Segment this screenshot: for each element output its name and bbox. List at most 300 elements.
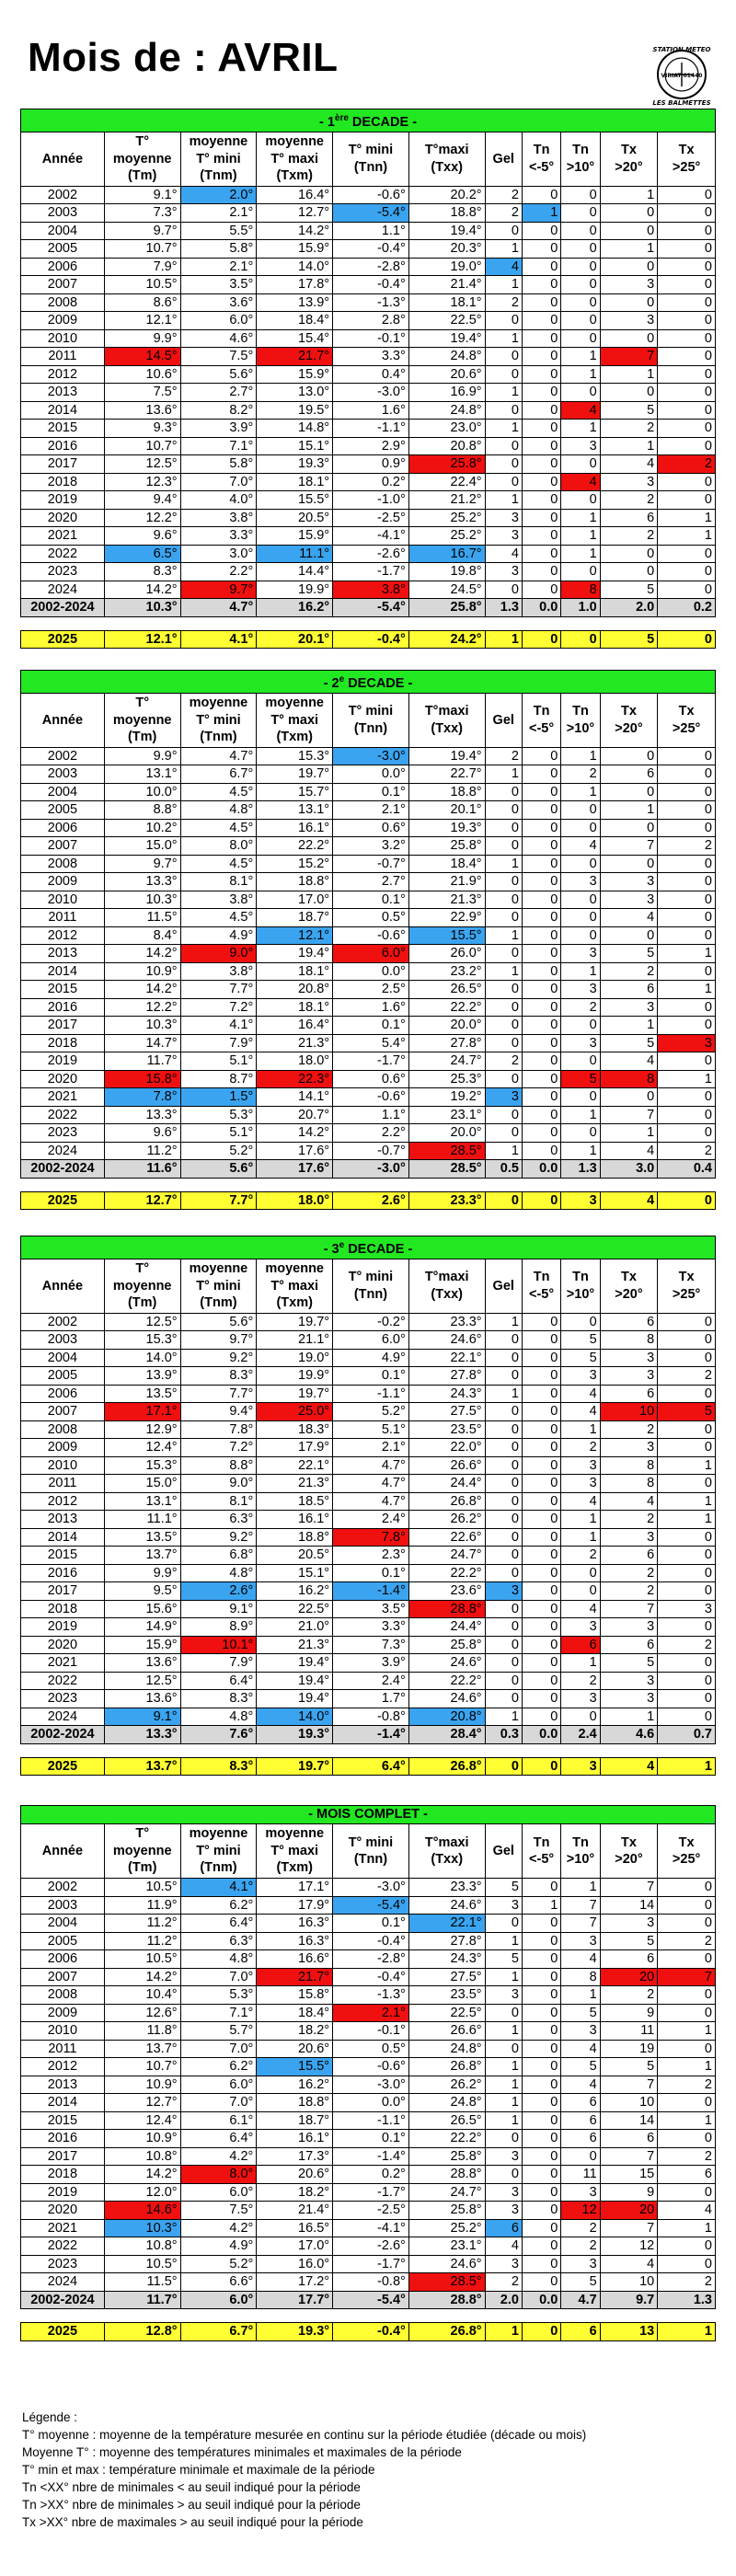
cell-tn10: 0 — [561, 1313, 600, 1331]
cell-tnn: -2.8° — [333, 258, 409, 276]
cell-tn5: 0 — [522, 1932, 560, 1950]
cell-tn5: 0 — [522, 1582, 560, 1601]
cell-tx25: 0 — [658, 276, 716, 294]
cell-txx: 23.3° — [408, 1313, 485, 1331]
cell-tm: 9.7° — [104, 855, 180, 873]
cell-gel: 0 — [485, 1564, 522, 1582]
cell-gel: 0 — [485, 1528, 522, 1547]
table-row — [21, 801, 716, 820]
cell-tnm: 3.8° — [180, 962, 257, 981]
cell-tn10: 5 — [561, 2004, 600, 2022]
cell-tx20: 0 — [600, 222, 658, 240]
cell-gel: 0 — [485, 1349, 522, 1367]
cell-tx20: 3 — [600, 473, 658, 491]
cell-tn10: 3 — [561, 1618, 600, 1637]
col-header-tnm: moyenne T° mini (Tnm) — [180, 1259, 257, 1313]
cell-txx: 24.8° — [408, 348, 485, 366]
cell-txx: 22.2° — [408, 998, 485, 1017]
cell-txx: 16.9° — [408, 384, 485, 402]
cell-tx25: 1 — [658, 1492, 716, 1511]
cell-tn5: 0 — [522, 420, 560, 438]
cell-tnn: 3.3° — [333, 348, 409, 366]
cell-txm: 16.3° — [257, 1915, 333, 1933]
cell-txm: 16.1° — [257, 2130, 333, 2148]
table-row — [21, 1017, 716, 1035]
table-row — [21, 437, 716, 455]
avg-tnn: -3.0° — [333, 1160, 409, 1179]
cell-tm: 10.6° — [104, 365, 180, 384]
cell-tm: 11.1° — [104, 1511, 180, 1529]
cell-gel: 0 — [485, 1915, 522, 1933]
cell-tm: 12.5° — [104, 1313, 180, 1331]
cell-txm: 13.9° — [257, 293, 333, 312]
cell-txm: 16.5° — [257, 2219, 333, 2237]
svg-text:LES BALMETTES: LES BALMETTES — [652, 99, 711, 107]
cell-tm: 12.0° — [104, 2183, 180, 2202]
cell-tn5: 0 — [522, 2166, 560, 2184]
cell-tnm: 3.8° — [180, 509, 257, 527]
cell-tn10: 3 — [561, 2183, 600, 2202]
cell-tx20: 3 — [600, 1690, 658, 1708]
cell-txx: 24.8° — [408, 2040, 485, 2058]
cell-tn5: 0 — [522, 1636, 560, 1654]
cell-tm: 10.7° — [104, 2058, 180, 2076]
cell-tnm: 6.6° — [180, 2273, 257, 2292]
cell-tn5: 0 — [522, 1403, 560, 1421]
cell-tx20: 0 — [600, 563, 658, 581]
cell-tx25: 0 — [658, 2183, 716, 2202]
cell-tm: 12.7° — [104, 2094, 180, 2112]
row-year: 2012 — [21, 926, 105, 945]
row-year: 2006 — [21, 1385, 105, 1403]
cell-tx25: 0 — [658, 2255, 716, 2273]
cell-tx20: 5 — [600, 1654, 658, 1673]
row-year: 2002 — [21, 186, 105, 204]
cell-txm: 18.5° — [257, 1492, 333, 1511]
cell-txx: 27.8° — [408, 1367, 485, 1386]
row-year: 2023 — [21, 1124, 105, 1143]
cell-tx25: 2 — [658, 2147, 716, 2166]
row-year: 2024 — [21, 2273, 105, 2292]
cell-tx20: 3 — [600, 1439, 658, 1457]
avg-tn5: 0.0 — [522, 2291, 560, 2309]
section-2 — [20, 670, 716, 1210]
cell-tn10: 7 — [561, 1915, 600, 1933]
cell-tm: 12.1° — [104, 312, 180, 330]
col-header-tnm: moyenne T° mini (Tnm) — [180, 132, 257, 186]
cell-tnm: 4.5° — [180, 855, 257, 873]
table-row — [21, 1349, 716, 1367]
cell-tn5: 0 — [522, 581, 560, 599]
cell-tnm: 8.1° — [180, 1492, 257, 1511]
cell-txm: 19.4° — [257, 1672, 333, 1690]
cell-tn5: 0 — [522, 747, 560, 765]
cur-tnn: 2.6° — [333, 1191, 409, 1210]
cell-tnn: 0.0° — [333, 962, 409, 981]
row-year: 2025 — [21, 2323, 105, 2341]
row-year: 2022 — [21, 545, 105, 563]
cell-tx25: 0 — [658, 1690, 716, 1708]
cell-tm: 10.0° — [104, 783, 180, 801]
row-year: 2009 — [21, 873, 105, 891]
cell-tx20: 7 — [600, 837, 658, 856]
cell-txx: 24.3° — [408, 1385, 485, 1403]
cell-txm: 19.0° — [257, 1349, 333, 1367]
cell-tnn: -0.6° — [333, 926, 409, 945]
cell-txm: 15.9° — [257, 365, 333, 384]
cell-tn5: 0 — [522, 1564, 560, 1582]
table-row — [21, 1070, 716, 1088]
cell-tx25: 0 — [658, 765, 716, 784]
cell-tx25: 0 — [658, 926, 716, 945]
cell-txx: 21.3° — [408, 891, 485, 909]
cell-tm: 10.3° — [104, 1017, 180, 1035]
table-row — [21, 2094, 716, 2112]
row-year: 2004 — [21, 783, 105, 801]
cell-gel: 0 — [485, 819, 522, 837]
cell-txm: 15.7° — [257, 783, 333, 801]
cell-txx: 28.5° — [408, 2273, 485, 2292]
cell-tn5: 0 — [522, 2183, 560, 2202]
cell-tnn: -1.3° — [333, 293, 409, 312]
row-year: 2005 — [21, 801, 105, 820]
spacer-row — [21, 1743, 716, 1757]
table-row — [21, 1896, 716, 1915]
cell-tx20: 2 — [600, 1986, 658, 2005]
cell-tnn: -1.1° — [333, 1385, 409, 1403]
cell-tx20: 8 — [600, 1331, 658, 1350]
cell-tn10: 4 — [561, 1385, 600, 1403]
section-4 — [20, 1805, 716, 2341]
table-row — [21, 1403, 716, 1421]
cell-tn5: 0 — [522, 783, 560, 801]
cell-txx: 22.1° — [408, 1349, 485, 1367]
table-row — [21, 2076, 716, 2094]
cell-tx25: 0 — [658, 2004, 716, 2022]
cell-tnm: 3.5° — [180, 276, 257, 294]
avg-tx25: 0.2 — [658, 599, 716, 617]
cell-tx25: 0 — [658, 1950, 716, 1969]
cell-tn5: 0 — [522, 1456, 560, 1475]
cell-txx: 22.5° — [408, 2004, 485, 2022]
cell-gel: 0 — [485, 455, 522, 474]
cell-tx25: 0 — [658, 384, 716, 402]
cell-tm: 6.5° — [104, 545, 180, 563]
cell-gel: 0 — [485, 1456, 522, 1475]
legend-line-1: T° moyenne : moyenne de la température mesurée en continu sur la période étudiée (décade ou mois) — [22, 2428, 587, 2442]
cur-gel: 0 — [485, 1191, 522, 1210]
row-year: 2010 — [21, 2022, 105, 2041]
cell-tm: 7.3° — [104, 204, 180, 223]
cell-gel: 2 — [485, 293, 522, 312]
cell-tm: 8.6° — [104, 293, 180, 312]
cell-gel: 1 — [485, 2022, 522, 2041]
cell-tn10: 4 — [561, 1492, 600, 1511]
cell-tn10: 4 — [561, 473, 600, 491]
table-row — [21, 747, 716, 765]
table-row — [21, 873, 716, 891]
cell-tnn: 5.1° — [333, 1420, 409, 1439]
cell-tn10: 2 — [561, 998, 600, 1017]
cell-tm: 14.2° — [104, 945, 180, 963]
cell-tm: 9.6° — [104, 1124, 180, 1143]
cell-tx20: 3 — [600, 891, 658, 909]
table-row — [21, 509, 716, 527]
row-year: 2019 — [21, 1618, 105, 1637]
cell-tx25: 0 — [658, 1439, 716, 1457]
cell-tnm: 8.8° — [180, 1456, 257, 1475]
cell-tn10: 2 — [561, 765, 600, 784]
cell-tm: 11.5° — [104, 2273, 180, 2292]
cell-tnm: 3.3° — [180, 527, 257, 546]
cell-tx20: 2 — [600, 1564, 658, 1582]
cell-tn5: 0 — [522, 765, 560, 784]
cell-tx20: 3 — [600, 312, 658, 330]
cell-txm: 19.9° — [257, 581, 333, 599]
cell-txm: 15.1° — [257, 1564, 333, 1582]
row-year: 2021 — [21, 1088, 105, 1107]
cell-tx20: 0 — [600, 384, 658, 402]
cell-txx: 24.6° — [408, 1896, 485, 1915]
cell-tm: 13.1° — [104, 1492, 180, 1511]
cell-tnn: 0.5° — [333, 909, 409, 927]
cell-tx25: 0 — [658, 1986, 716, 2005]
cell-tx20: 5 — [600, 581, 658, 599]
row-year: 2016 — [21, 1564, 105, 1582]
cell-tnn: 2.1° — [333, 1439, 409, 1457]
table-row — [21, 2202, 716, 2220]
cell-tx25: 0 — [658, 2094, 716, 2112]
row-period: 2002-2024 — [21, 1726, 105, 1744]
cell-tm: 11.5° — [104, 909, 180, 927]
table-row — [21, 1142, 716, 1160]
cell-txx: 18.8° — [408, 783, 485, 801]
cell-tx20: 4 — [600, 909, 658, 927]
cell-tx20: 9 — [600, 2183, 658, 2202]
cell-tm: 12.2° — [104, 509, 180, 527]
cur-tnm: 6.7° — [180, 2323, 257, 2341]
cell-txx: 20.0° — [408, 1124, 485, 1143]
cell-tm: 10.8° — [104, 2237, 180, 2256]
cell-tn5: 0 — [522, 2237, 560, 2256]
cell-txm: 16.1° — [257, 819, 333, 837]
row-year: 2014 — [21, 1528, 105, 1547]
cell-tm: 15.3° — [104, 1456, 180, 1475]
row-year: 2016 — [21, 998, 105, 1017]
cell-tn5: 0 — [522, 2004, 560, 2022]
cell-tnm: 5.1° — [180, 1124, 257, 1143]
cell-tx25: 0 — [658, 1618, 716, 1637]
cell-tn5: 0 — [522, 2147, 560, 2166]
cell-tm: 13.5° — [104, 1528, 180, 1547]
cell-tnm: 4.8° — [180, 1708, 257, 1726]
cell-txx: 24.4° — [408, 1475, 485, 1493]
cell-tn10: 0 — [561, 1708, 600, 1726]
cell-tn5: 0 — [522, 2219, 560, 2237]
cell-tx25: 0 — [658, 1106, 716, 1124]
table-row — [21, 1600, 716, 1618]
cell-txm: 15.5° — [257, 491, 333, 510]
cell-gel: 3 — [485, 2255, 522, 2273]
cell-tx25: 0 — [658, 1528, 716, 1547]
cell-tnn: 0.0° — [333, 2094, 409, 2112]
cur-tnm: 4.1° — [180, 630, 257, 649]
cell-tm: 14.2° — [104, 581, 180, 599]
cell-txm: 18.8° — [257, 1528, 333, 1547]
row-year: 2025 — [21, 630, 105, 649]
cell-tn5: 0 — [522, 1034, 560, 1052]
avg-tm: 11.7° — [104, 2291, 180, 2309]
cell-tnn: 3.9° — [333, 1654, 409, 1673]
avg-txx: 28.8° — [408, 2291, 485, 2309]
cell-tn5: 0 — [522, 891, 560, 909]
cell-tn5: 0 — [522, 837, 560, 856]
cur-tnm: 7.7° — [180, 1191, 257, 1210]
cell-tx20: 0 — [600, 926, 658, 945]
cell-tn5: 0 — [522, 293, 560, 312]
cell-tnm: 7.7° — [180, 981, 257, 999]
cell-txm: 19.5° — [257, 401, 333, 420]
cell-txx: 24.6° — [408, 2255, 485, 2273]
cell-txx: 20.8° — [408, 437, 485, 455]
cell-txm: 13.1° — [257, 801, 333, 820]
table-row — [21, 1106, 716, 1124]
cell-tn5: 0 — [522, 329, 560, 348]
cell-tnm: 6.2° — [180, 1896, 257, 1915]
cell-tn10: 11 — [561, 2166, 600, 2184]
cell-txx: 23.1° — [408, 2237, 485, 2256]
cell-gel: 0 — [485, 1600, 522, 1618]
table-row — [21, 945, 716, 963]
table-row — [21, 926, 716, 945]
cell-txx: 21.9° — [408, 873, 485, 891]
cell-txm: 17.0° — [257, 2237, 333, 2256]
cell-txx: 24.3° — [408, 1950, 485, 1969]
cell-txm: 25.0° — [257, 1403, 333, 1421]
section-title-end: DECADE - — [348, 114, 418, 130]
cell-tx20: 8 — [600, 1456, 658, 1475]
cell-txx: 25.3° — [408, 1070, 485, 1088]
cur-txm: 19.3° — [257, 2323, 333, 2341]
cell-tn10: 0 — [561, 563, 600, 581]
row-year: 2007 — [21, 837, 105, 856]
cell-tnm: 5.8° — [180, 240, 257, 259]
cell-txx: 24.6° — [408, 1690, 485, 1708]
col-header-txm: moyenne T° maxi (Txm) — [257, 132, 333, 186]
cell-txx: 22.7° — [408, 765, 485, 784]
cell-gel: 0 — [485, 1017, 522, 1035]
avg-tn10: 1.0 — [561, 599, 600, 617]
legend-line-2: Moyenne T° : moyenne des températures minimales et maximales de la période — [22, 2445, 462, 2459]
cell-tx20: 6 — [600, 981, 658, 999]
cell-tn10: 1 — [561, 1879, 600, 1897]
cell-tx20: 4 — [600, 2255, 658, 2273]
cell-tx25: 0 — [658, 1124, 716, 1143]
table-row — [21, 329, 716, 348]
average-row — [21, 2291, 716, 2309]
cell-txx: 26.5° — [408, 2111, 485, 2130]
cell-tn5: 1 — [522, 204, 560, 223]
cell-tnn: 4.7° — [333, 1492, 409, 1511]
cell-tn10: 1 — [561, 545, 600, 563]
legend-line-4: Tn <XX° nbre de minimales < au seuil indiqué pour la période — [22, 2480, 361, 2494]
cell-tn10: 0 — [561, 1052, 600, 1071]
cell-tnn: 0.1° — [333, 1564, 409, 1582]
cell-tnn: 1.1° — [333, 1106, 409, 1124]
cell-tn5: 0 — [522, 1313, 560, 1331]
table-row — [21, 258, 716, 276]
cell-txm: 20.6° — [257, 2166, 333, 2184]
cell-tnm: 4.5° — [180, 783, 257, 801]
avg-tx20: 3.0 — [600, 1160, 658, 1179]
cell-tn10: 3 — [561, 945, 600, 963]
cell-tx25: 1 — [658, 2111, 716, 2130]
table-row — [21, 2237, 716, 2256]
cell-tnn: -0.4° — [333, 276, 409, 294]
cell-gel: 0 — [485, 891, 522, 909]
cell-tm: 15.6° — [104, 1600, 180, 1618]
col-header-txm: moyenne T° maxi (Txm) — [257, 1259, 333, 1313]
cell-tx20: 20 — [600, 2202, 658, 2220]
cell-tn10: 0 — [561, 909, 600, 927]
cell-tn10: 4 — [561, 837, 600, 856]
row-year: 2013 — [21, 2076, 105, 2094]
cur-tx25: 0 — [658, 630, 716, 649]
cell-tnm: 4.1° — [180, 1879, 257, 1897]
cell-txx: 16.7° — [408, 545, 485, 563]
cell-tn10: 0 — [561, 1017, 600, 1035]
cell-gel: 0 — [485, 873, 522, 891]
cell-tn5: 0 — [522, 545, 560, 563]
cell-tx25: 0 — [658, 909, 716, 927]
table-row — [21, 348, 716, 366]
avg-gel: 0.5 — [485, 1160, 522, 1179]
cell-tnn: 2.4° — [333, 1511, 409, 1529]
cell-tx20: 2 — [600, 527, 658, 546]
cur-tm: 12.1° — [104, 630, 180, 649]
cell-tnm: 3.0° — [180, 545, 257, 563]
cell-tnn: 0.1° — [333, 2130, 409, 2148]
cur-tx25: 1 — [658, 2323, 716, 2341]
cell-tm: 14.7° — [104, 1034, 180, 1052]
cell-tx25: 0 — [658, 873, 716, 891]
col-header-tnm: moyenne T° mini (Tnm) — [180, 693, 257, 747]
cell-tnm: 5.3° — [180, 1986, 257, 2005]
table-row — [21, 420, 716, 438]
stats-table — [20, 1805, 716, 2341]
row-year: 2017 — [21, 1582, 105, 1601]
cell-txx: 26.0° — [408, 945, 485, 963]
cell-tx25: 2 — [658, 837, 716, 856]
cell-tx20: 10 — [600, 2094, 658, 2112]
table-row — [21, 1385, 716, 1403]
cell-tnn: 3.3° — [333, 1618, 409, 1637]
cell-tn10: 3 — [561, 1475, 600, 1493]
cell-tx25: 0 — [658, 581, 716, 599]
table-row — [21, 891, 716, 909]
col-header-tn5: Tn <-5° — [522, 1259, 560, 1313]
cur-tm: 12.7° — [104, 1191, 180, 1210]
cell-tn5: 0 — [522, 276, 560, 294]
table-row — [21, 527, 716, 546]
table-row — [21, 2166, 716, 2184]
row-period: 2002-2024 — [21, 2291, 105, 2309]
cur-tn10: 3 — [561, 1191, 600, 1210]
row-year: 2010 — [21, 891, 105, 909]
cell-tnn: 2.2° — [333, 1124, 409, 1143]
col-header-gel: Gel — [485, 132, 522, 186]
cell-tx20: 2 — [600, 1582, 658, 1601]
